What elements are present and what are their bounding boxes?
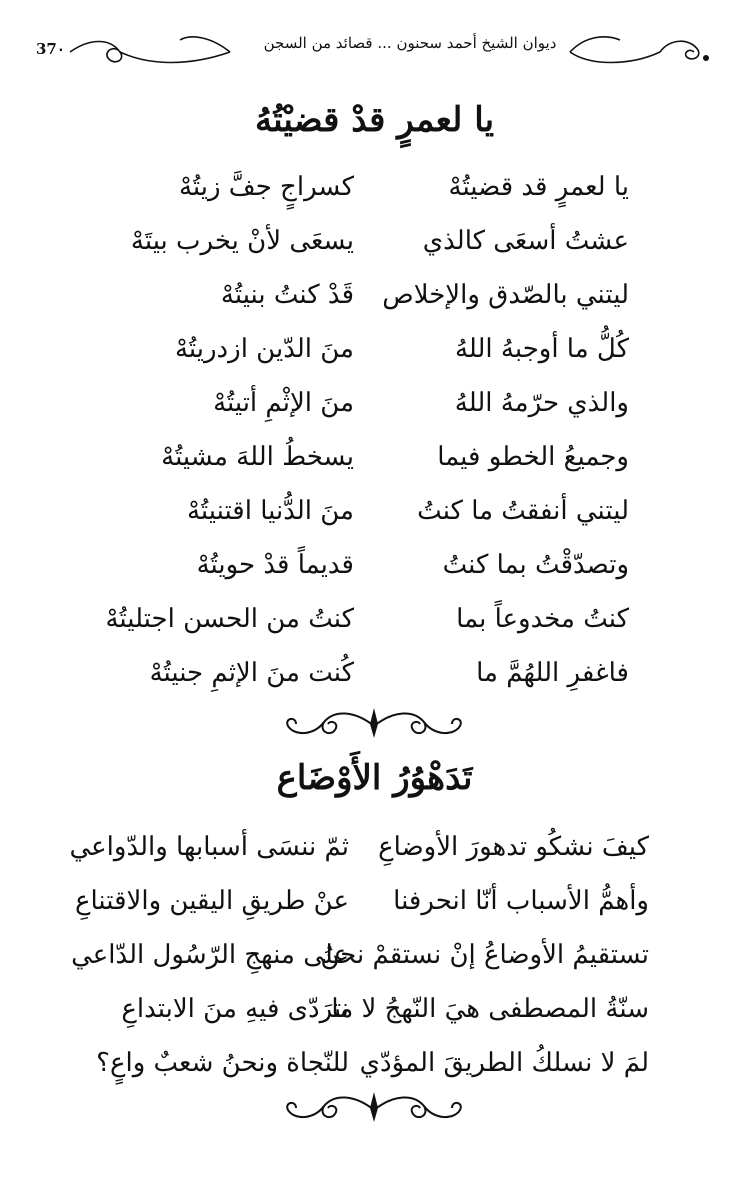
second-hemistich: للنّجاة ونحنُ شعبٌ واعٍ؟ xyxy=(96,1048,349,1078)
end-ornament-icon xyxy=(274,1088,474,1128)
poem-title-2: تَدَهْوُرُ الأَوْضَاع xyxy=(276,758,473,798)
verse-line xyxy=(0,538,749,592)
second-hemistich: نترَدّى فيهِ منَ الابتداعِ xyxy=(121,994,349,1024)
section-divider-ornament-icon xyxy=(274,704,474,744)
second-hemistich: كُنت منَ الإثمِ جنيتُهْ xyxy=(149,658,354,688)
verse-line xyxy=(0,376,749,430)
page-number: 37٠ xyxy=(36,40,65,58)
first-hemistich: والذي حرّمهُ اللهُ xyxy=(454,388,629,418)
second-hemistich: قَدْ كنتُ بنيتُهْ xyxy=(220,280,354,310)
first-hemistich: سنّةُ المصطفى هيَ النّهجُ لا ما xyxy=(331,994,649,1024)
first-hemistich: كيفَ نشكُو تدهورَ الأوضاعِ xyxy=(378,832,649,862)
second-hemistich: كنتُ من الحسن اجتليتُهْ xyxy=(105,604,354,634)
first-hemistich: وتصدّقْتُ بما كنتُ xyxy=(442,550,629,580)
second-hemistich: يسخطُ اللهَ مشيتُهْ xyxy=(161,442,354,472)
verse-line xyxy=(0,484,749,538)
first-hemistich: كنتُ مخدوعاً بما xyxy=(456,604,629,634)
first-hemistich: وجميعُ الخطو فيما xyxy=(437,442,629,472)
first-hemistich: تستقيمُ الأوضاعُ إنْ نستقمْ نحنُ xyxy=(320,940,649,970)
verse-line xyxy=(0,160,749,214)
running-title: ديوان الشيخ أحمد سحنون ... قصائد من السجن xyxy=(263,34,557,52)
verse-line xyxy=(0,820,749,874)
second-hemistich: منَ الدُّنيا اقتنيتُهْ xyxy=(186,496,354,526)
verse-line xyxy=(0,646,749,700)
first-hemistich: ليتني بالصّدق والإخلاص xyxy=(382,280,629,310)
first-hemistich: لمَ لا نسلكُ الطريقَ المؤدّي xyxy=(359,1048,649,1078)
first-hemistich: كُلُّ ما أوجبهُ اللهُ xyxy=(454,334,629,364)
second-hemistich: يسعَى لأنْ يخرب بيتَهْ xyxy=(130,226,354,256)
second-hemistich: قديماً قدْ حويتُهْ xyxy=(196,550,354,580)
first-hemistich: عشتُ أسعَى كالذي xyxy=(422,226,629,256)
verse-line xyxy=(0,982,749,1036)
second-hemistich: كسراجٍ جفَّ زيتُهْ xyxy=(178,172,354,202)
verse-line xyxy=(0,874,749,928)
verse-line xyxy=(0,928,749,982)
second-hemistich: عنْ طريقِ اليقين والاقتناعِ xyxy=(74,886,349,916)
first-hemistich: يا لعمرٍ قد قضيتُهْ xyxy=(448,172,629,202)
first-hemistich: ليتني أنفقتُ ما كنتُ xyxy=(417,496,629,526)
first-hemistich: وأهمُّ الأسباب أنّا انحرفنا xyxy=(393,886,649,916)
verse-line xyxy=(0,214,749,268)
second-hemistich: ثمّ ننسَى أسبابها والدّواعي xyxy=(69,832,349,862)
verse-line xyxy=(0,592,749,646)
poem-title-1: يا لعمرٍ قدْ قضيْتُهُ xyxy=(254,100,495,140)
running-header xyxy=(30,26,720,76)
second-hemistich: منَ الدّين ازدريتُهْ xyxy=(174,334,354,364)
second-hemistich: منَ الإثْمِ أتيتُهْ xyxy=(213,388,354,418)
second-hemistich: على منهجِ الرّسُول الدّاعي xyxy=(71,940,349,970)
verse-line xyxy=(0,268,749,322)
verse-line xyxy=(0,322,749,376)
verse-line xyxy=(0,1036,749,1090)
first-hemistich: فاغفرِ اللهُمَّ ما xyxy=(476,658,629,688)
verse-line xyxy=(0,430,749,484)
